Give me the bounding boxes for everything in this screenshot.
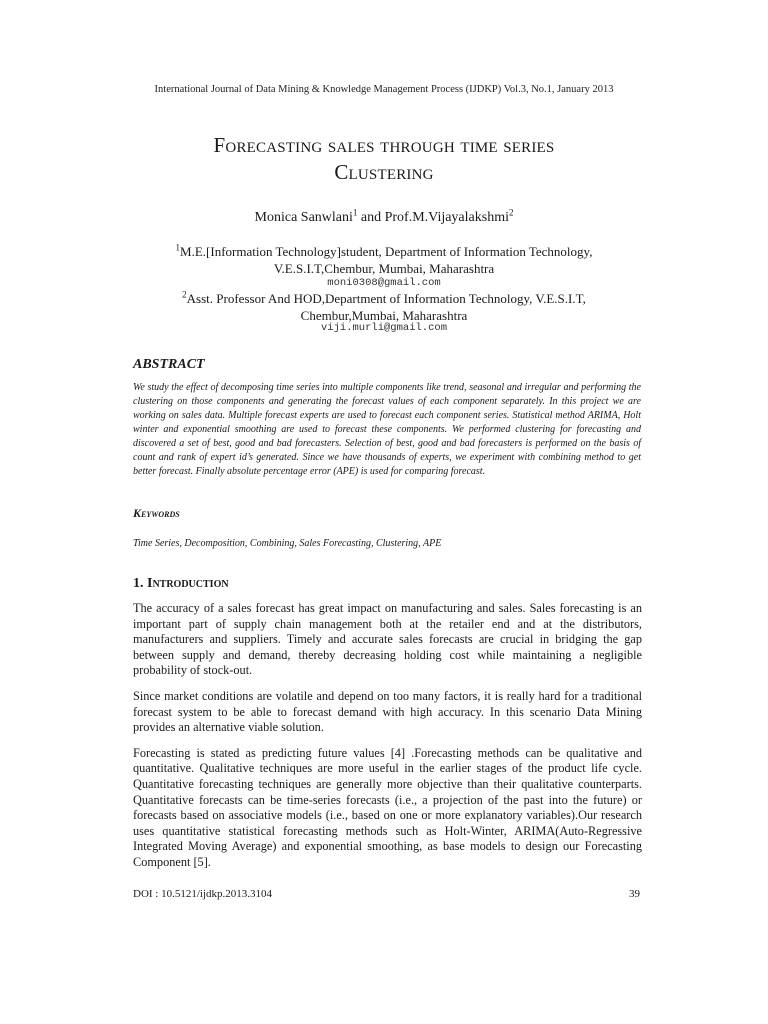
affiliation-2-line-1: $^2$Asst. Professor And HOD,Department of Information Technology, V.E.S.I.T, xyxy=(182,289,586,306)
author-line xyxy=(0,207,768,226)
author-name-1: Monica Sanwlani xyxy=(254,210,353,225)
affiliation-2-mark: 2 xyxy=(182,289,187,300)
affiliation-1-mark: 1 xyxy=(175,242,181,253)
doi-footer: DOI : 10.5121/ijdkp.2013.3104 xyxy=(133,888,273,900)
keywords-body: Time Series, Decomposition, Combining, Sales Forecasting, Clustering, APE xyxy=(133,538,442,549)
abstract-body: We study the effect of decomposing time series into multiple components like trend, seasonal and irregular and performing the clustering on those components and generating the forecast values of each component separately. In this project we are working on sales data. Multiple forecast experts are used to forecast each component series. Statistical method ARIMA, Holt winter and exponential smoothing are used to forecast these components. We performed clustering for forecasting and discovered a set of best, good and bad forecasters. Selection of best, good and bad forecasters is performed on the basis of count and rank of expert id’s generated. Since we have thousands of experts, we experiment with combining method to get better forecast. Finally absolute percentage error (APE) is used for comparing forecast. xyxy=(133,382,641,477)
affiliation-1 xyxy=(100,243,668,277)
author-name-2: Prof.M.Vijayalakshmi xyxy=(384,210,509,225)
keywords-heading: Keywords xyxy=(133,506,180,520)
introduction-body xyxy=(133,601,642,881)
affiliation-1-line-2: V.E.S.I.T,Chembur, Mumbai, Maharashtra xyxy=(273,261,495,276)
author-2-affiliation-mark: 2 xyxy=(508,207,514,218)
abstract-heading: ABSTRACT xyxy=(133,357,205,372)
page-number: 39 xyxy=(629,888,640,900)
author-2-email: viji.murli@gmail.com xyxy=(320,322,448,334)
author-joiner: and xyxy=(357,210,385,225)
introduction-paragraph-1: The accuracy of a sales forecast has great impact on manufacturing and sales. Sales forecasting is an important part of supply chain management both at the retailer end and at the distributors, manufacturers and suppliers. Timely and accurate sales forecasts are crucial in bridging the gap between supply and demand, thereby decreasing holding cost while maintaining a negligible probability of stock-out. xyxy=(133,601,642,678)
paper-title xyxy=(80,132,688,186)
affiliation-2 xyxy=(100,290,668,324)
title-line-1: Forecasting sales through time series xyxy=(213,133,555,157)
introduction-paragraph-3: Forecasting is stated as predicting future values [4] .Forecasting methods can be qualitative and quantitative. Qualitative techniques are more useful in the earlier stages of the product life cycle. Quantitative forecasting techniques are generally more objective than their qualitative counterparts. Quantitative forecasts can be time-series forecasts (i.e., a projection of the past into the future) or forecasts based on associative models (i.e., based on one or more explanatory variables).Our research uses quantitative statistical forecasting methods such as Holt-Winter, ARIMA(Auto-Regressive Integrated Moving Average) and exponential smoothing, as base models to design our Forecasting Component [5]. xyxy=(133,745,642,869)
affiliation-2-line-2: Chembur,Mumbai, Maharashtra xyxy=(300,308,468,323)
introduction-paragraph-2: Since market conditions are volatile and depend on too many factors, it is really hard for a traditional forecast system to be able to forecast demand with high accuracy. In this scenario Data Mining provides an alternative viable solution. xyxy=(133,688,642,735)
author-1-email: moni0308@gmail.com xyxy=(327,277,441,289)
affiliation-1-line-1: $^1$M.E.[Information Technology]student, Department of Information Technology, xyxy=(175,242,593,259)
title-line-2: Clustering xyxy=(334,160,434,184)
introduction-heading: 1. Introduction xyxy=(133,576,229,591)
journal-running-header: International Journal of Data Mining & Knowledge Management Process (IJDKP) Vol.3, No.1, January 2013 xyxy=(154,84,614,95)
author-1-affiliation-mark: 1 xyxy=(352,207,358,218)
